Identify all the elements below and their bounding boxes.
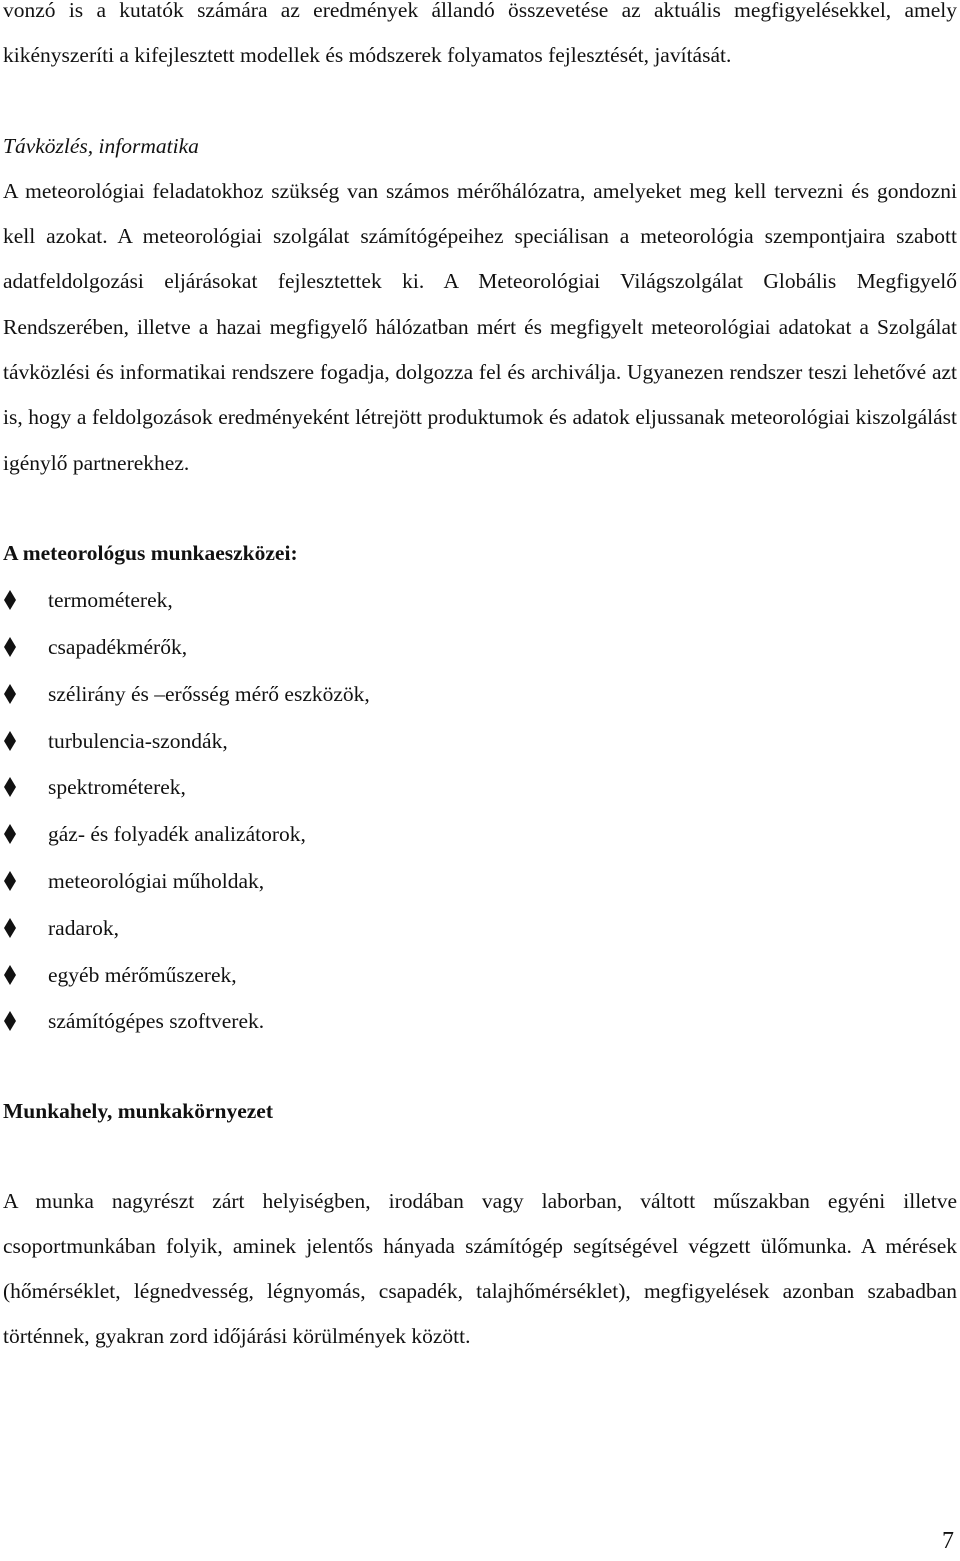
tool-list-item-label: radarok,	[48, 915, 120, 940]
tool-list-item-label: meteorológiai műholdak,	[48, 869, 265, 894]
diamond-bullet-icon	[3, 871, 17, 891]
tool-list-item	[3, 952, 957, 999]
tool-list-item	[3, 624, 957, 671]
tool-list-item	[3, 998, 957, 1045]
workplace-paragraph: A munka nagyrészt zárt helyiségben, irodában vagy laborban, váltott műszakban egyéni illetve csoportmunkában folyik, aminek jelentős hányada számítógép segítségével végzett ülőmunka. A mérések (hőmérséklet, légnedvesség, légnyomás, csapadék, talajhőmérséklet), megfigyelések azonban szabadban történnek, gyakran zord időjárási körülmények között.	[3, 1188, 957, 1349]
workplace-heading: Munkahely, munkakörnyezet	[3, 1099, 273, 1124]
diamond-bullet-icon	[3, 590, 17, 610]
page-number: 7	[942, 1528, 954, 1554]
diamond-bullet-icon	[3, 918, 17, 938]
tool-list-item	[3, 764, 957, 811]
telecom-paragraph: A meteorológiai feladatokhoz szükség van számos mérőhálózatra, amelyeket meg kell tervezni és gondozni kell azokat. A meteorológiai szolgálat számítógépeihez speciálisan a meteorológia szempontjaira szabott adatfeldolgozási eljárásokat fejlesztettek ki. A Meteorológiai Világszolgálat Globális Megfigyelő Rendszerében, illetve a hazai megfigyelő hálózatban mért és megfigyelt meteorológiai adatokat a Szolgálat távközlési és informatikai rendszere fogadja, dolgozza fel és archiválja. Ugyanezen rendszer teszi lehetővé azt is, hogy a feldolgozások eredményeként létrejött produktumok és adatok eljussanak meteorológiai kiszolgálást igénylő partnerekhez.	[3, 178, 957, 475]
tool-list-item	[3, 671, 957, 718]
diamond-bullet-icon	[3, 1011, 17, 1031]
tool-list-item	[3, 811, 957, 858]
tools-list	[3, 577, 957, 1045]
diamond-bullet-icon	[3, 731, 17, 751]
tool-list-item-label: spektrométerek,	[48, 775, 186, 800]
document-page	[3, 0, 957, 1360]
tool-list-item-label: szélirány és –erősség mérő eszközök,	[48, 681, 370, 706]
tool-list-item-label: csapadékmérők,	[48, 635, 188, 660]
diamond-bullet-icon	[3, 965, 17, 985]
tool-list-item	[3, 858, 957, 905]
tool-list-item	[3, 905, 957, 952]
diamond-bullet-icon	[3, 824, 17, 844]
tool-list-item	[3, 718, 957, 765]
intro-paragraph: vonzó is a kutatók számára az eredmények állandó összevetése az aktuális megfigyelésekkel, amely kikényszeríti a kifejlesztett modellek és módszerek folyamatos fejlesztését, javítását.	[3, 0, 957, 68]
tool-list-item-label: gáz- és folyadék analizátorok,	[48, 822, 306, 847]
tool-list-item-label: egyéb mérőműszerek,	[48, 962, 237, 987]
tool-list-item	[3, 577, 957, 624]
diamond-bullet-icon	[3, 637, 17, 657]
diamond-bullet-icon	[3, 777, 17, 797]
tool-list-item-label: turbulencia-szondák,	[48, 728, 228, 753]
tool-list-item-label: számítógépes szoftverek.	[48, 1009, 265, 1034]
tool-list-item-label: termométerek,	[48, 588, 173, 613]
telecom-section-title: Távközlés, informatika	[3, 133, 199, 158]
tools-heading: A meteorológus munkaeszközei:	[3, 540, 298, 565]
diamond-bullet-icon	[3, 684, 17, 704]
